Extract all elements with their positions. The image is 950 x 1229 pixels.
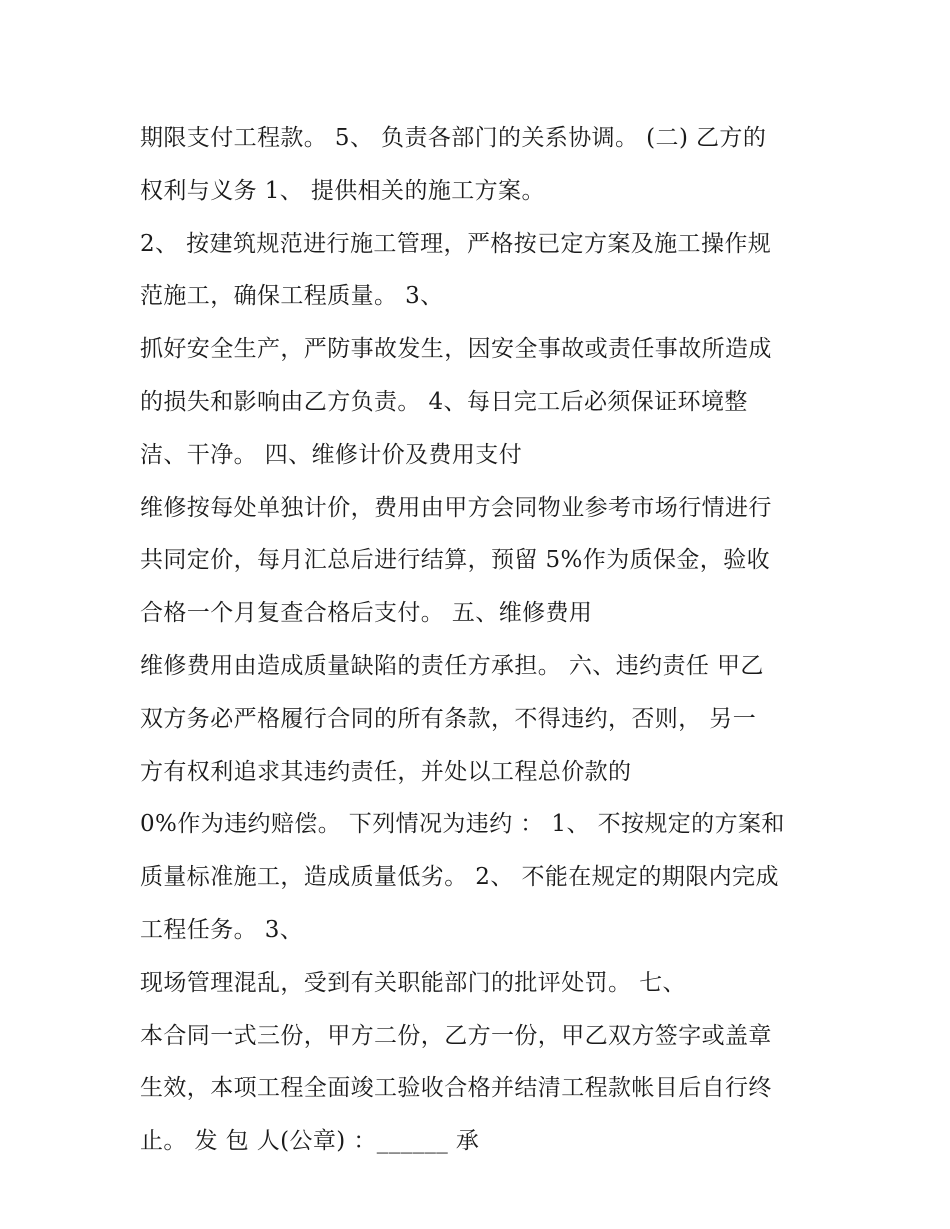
text-line: 生效，本项工程全面竣工验收合格并结清工程款帐目后自行终 xyxy=(140,1075,772,1102)
text-line: 范施工，确保工程质量。 3、 xyxy=(140,283,444,310)
text-line: 抓好安全生产，严防事故发生，因安全事故或责任事故所造成 xyxy=(140,336,772,363)
text-line: 止。 发 包 人(公章) ：______ 承 xyxy=(140,1128,480,1155)
text-line: 现场管理混乱，受到有关职能部门的批评处罚。 七、 xyxy=(140,969,686,996)
text-line: 期限支付工程款。 5、 负责各部门的关系协调。 (二) 乙方的 xyxy=(140,125,767,151)
text-line: 0%作为违约赔偿。 下列情况为违约 ： 1、 不按规定的方案和 xyxy=(140,811,785,838)
text-line: 维修按每处单独计价，费用由甲方会同物业参考市场行情进行 xyxy=(140,494,772,521)
text-line: 权利与义务 1、 提供相关的施工方案。 xyxy=(140,177,545,204)
text-line: 的损失和影响由乙方负责。 4、每日完工后必须保证环境整 xyxy=(140,388,748,415)
text-line: 双方务必严格履行合同的所有条款，不得违约，否则， 另一 xyxy=(140,705,757,732)
document-body xyxy=(140,112,830,1168)
text-line: 工程任务。 3、 xyxy=(140,916,304,943)
text-line: 维修费用由造成质量缺陷的责任方承担。 六、违约责任 甲乙 xyxy=(140,652,764,679)
text-line: 共同定价，每月汇总后进行结算，预留 5%作为质保金，验收 xyxy=(140,547,770,574)
text-line: 方有权利追求其违约责任，并处以工程总价款的 xyxy=(140,758,632,785)
text-line: 质量标准施工，造成质量低劣。 2、 不能在规定的期限内完成 xyxy=(140,864,779,891)
text-line: 洁、干净。 四、维修计价及费用支付 xyxy=(140,441,523,468)
text-line: 合格一个月复查合格后支付。 五、维修费用 xyxy=(140,600,593,627)
text-line: 2、 按建筑规范进行施工管理，严格按已定方案及施工操作规 xyxy=(140,230,772,257)
text-line: 本合同一式三份，甲方二份，乙方一份，甲乙双方签字或盖章 xyxy=(140,1022,772,1049)
